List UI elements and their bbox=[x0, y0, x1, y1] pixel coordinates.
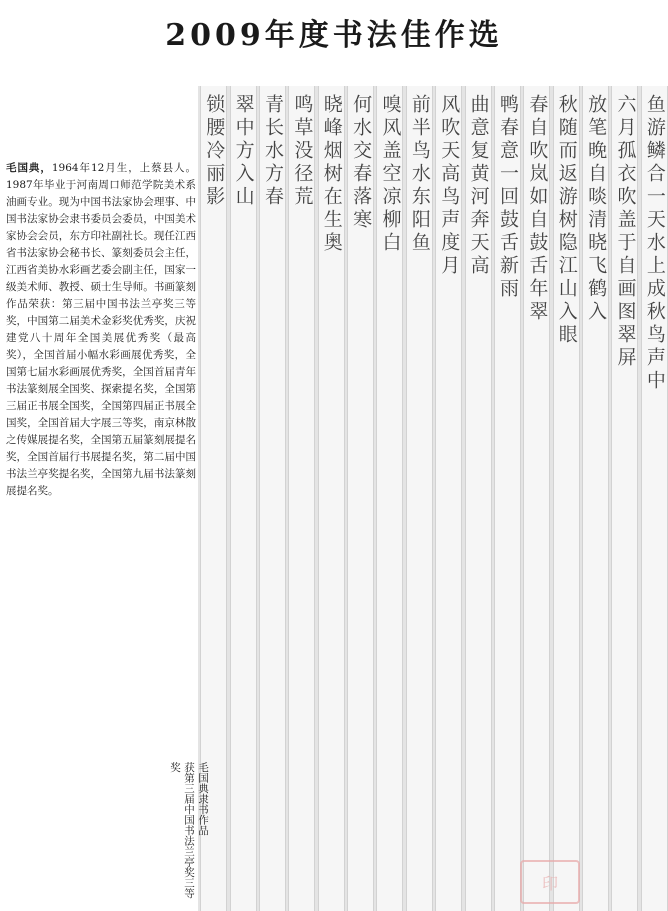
caption-line-2: 获第三届中国书法兰亭奖三等奖 bbox=[169, 762, 195, 899]
calligraphy-column bbox=[376, 86, 403, 911]
calligraphy-column bbox=[641, 86, 668, 911]
calligraphy-artwork bbox=[198, 86, 668, 911]
calligraphy-column-text: 曲意复黄河奔天高 bbox=[467, 94, 490, 278]
calligraphy-column-text: 鱼游鳞合一天水上成秋鸟声中 bbox=[643, 94, 666, 393]
calligraphy-column bbox=[494, 86, 521, 911]
calligraphy-column-text: 六月孤衣吹盖于自画图翠屏 bbox=[614, 94, 637, 370]
calligraphy-column bbox=[230, 86, 257, 911]
calligraphy-column-text: 前半鸟水东阳鱼 bbox=[408, 94, 431, 255]
calligraphy-column bbox=[582, 86, 609, 911]
calligraphy-column bbox=[259, 86, 286, 911]
page-title: 2009年度书法佳作选 bbox=[165, 18, 503, 53]
calligraphy-column-text: 晓峰烟树在生奥 bbox=[320, 94, 343, 255]
calligraphy-column bbox=[288, 86, 315, 911]
calligraphy-column-text: 鸭春意一回鼓舌新雨 bbox=[496, 94, 519, 301]
calligraphy-column bbox=[406, 86, 433, 911]
calligraphy-column-text: 何水交春落寒 bbox=[350, 94, 373, 232]
calligraphy-column-text: 春自吹岚如自鼓舌年翠 bbox=[526, 94, 549, 324]
calligraphy-column-text: 风吹天高鸟声度月 bbox=[438, 94, 461, 278]
calligraphy-column bbox=[347, 86, 374, 911]
calligraphy-column bbox=[465, 86, 492, 911]
artwork-caption bbox=[168, 762, 210, 902]
calligraphy-column bbox=[318, 86, 345, 911]
artist-bio-text: 1964年12月生，上蔡县人。1987年毕业于河南周口师范学院美术系油画专业。现为中国书法家协会理事、中国书法家协会隶书委员会委员，中国美术家协会会员，东方印社副社长。现任江西省书法家协会秘书长、篆刻委员会主任，江西省美协水彩画艺委会副主任，国家一级美术师、教授、硕士生导师。书画篆刻作品荣获：第三届中国书法兰亭奖三等奖，中国第二届美术金彩奖优秀奖，庆祝建党八十周年全国美展优秀奖（最高奖），全国首届小幅水彩画展优秀奖，全国第七届水彩画展优秀奖，全国首届青年书法篆刻展全国奖、探索提名奖，全国第三届正书展全国奖，全国第四届正书展全国奖，全国首届大字展三等奖，南京林散之传媒展提名奖，全国第五届篆刻展提名奖，全国首届行书展提名奖，第二届中国书法兰亭奖提名奖，全国第九届书法篆刻展提名奖。 bbox=[6, 162, 197, 497]
calligraphy-column bbox=[523, 86, 550, 911]
calligraphy-column bbox=[611, 86, 638, 911]
artist-bio bbox=[6, 160, 196, 500]
calligraphy-column-text: 秋随而返游树隐江山入眼 bbox=[555, 94, 578, 347]
watermark-seal: 印 bbox=[520, 860, 580, 904]
calligraphy-column-text: 锁腰冷丽影 bbox=[203, 94, 226, 209]
artist-name: 毛国典， bbox=[6, 162, 52, 174]
calligraphy-column-text: 放笔晚自啖清晓飞鹤入 bbox=[585, 94, 608, 324]
caption-line-1: 毛国典隶书作品 bbox=[197, 762, 209, 836]
calligraphy-column-text: 嗅风盖空凉柳白 bbox=[379, 94, 402, 255]
calligraphy-column-text: 鸣草没径荒 bbox=[291, 94, 314, 209]
calligraphy-column-text: 青长水方春 bbox=[261, 94, 284, 209]
calligraphy-column bbox=[553, 86, 580, 911]
calligraphy-column bbox=[435, 86, 462, 911]
calligraphy-column-text: 翠中方入山 bbox=[232, 94, 255, 209]
